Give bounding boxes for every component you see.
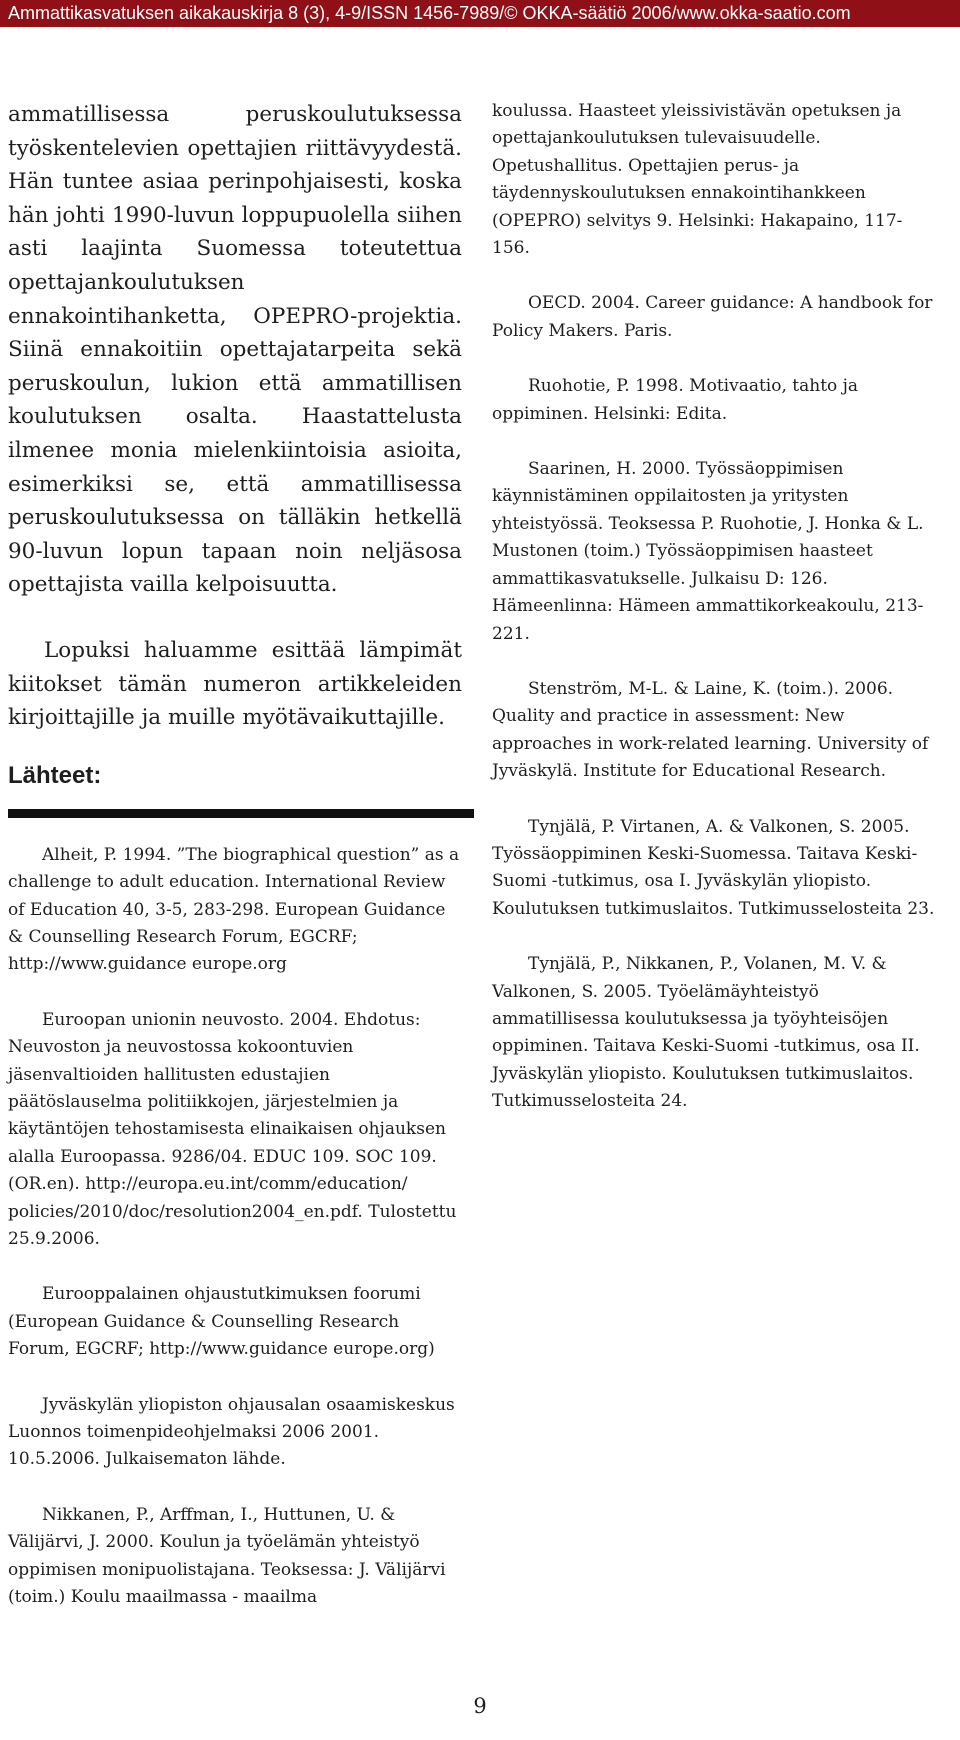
- body-paragraph-1: ammatillisessa peruskoulutuksessa työskentelevien opettajien riittävyydestä. Hän tuntee asiaa perinpohjaisesti, koska hän johti 1990-luvun loppupuolella siihen asti laajinta Suomessa toteutettua opettajankoulutuksen ennakointihanketta, OPEPRO-projektia. Siinä ennakoitiin opettajatarpeita sekä peruskoulun, lukion että ammatillisen koulutuksen osalta. Haastattelusta ilmenee monia mielenkiintoisia asioita, esimerkiksi se, että ammatillisessa peruskoulutuksessa on tälläkin hetkellä 90-luvun lopun tapaan noin neljäsosa opettajista vailla kelpoisuutta.: [8, 102, 462, 598]
- reference-item: Eurooppalainen ohjaustutkimuksen foorumi (European Guidance & Counselling Research Forum, EGCRF; http://www.guidance europe.org): [8, 1284, 435, 1360]
- reference-item: Saarinen, H. 2000. Työssäoppimisen käynnistäminen oppilaitosten ja yritysten yhteistyössä. Teoksessa P. Ruohotie, J. Honka & L. Mustonen (toim.) Työssäoppimisen haasteet ammattikasvatukselle. Julkaisu D: 126. Hämeenlinna: Hämeen ammattikorkeakoulu, 213-221.: [492, 459, 924, 644]
- reference-item: Jyväskylän yliopiston ohjausalan osaamiskeskus Luonnos toimenpideohjelmaksi 2006 2001. 10.5.2006. Julkaisematon lähde.: [8, 1394, 455, 1470]
- reference-item: Nikkanen, P., Arffman, I., Huttunen, U. & Välijärvi, J. 2000. Koulun ja työelämän yhteistyö oppimisen monipuolistajana. Teoksessa: J. Välijärvi (toim.) Koulu maailmassa - maailma: [8, 1504, 446, 1608]
- reference-item: Ruohotie, P. 1998. Motivaatio, tahto ja oppiminen. Helsinki: Edita.: [492, 376, 859, 424]
- references-heading: Lähteet:: [8, 761, 102, 789]
- heading-rule: [8, 809, 474, 818]
- journal-header: Ammattikasvatuksen aikakauskirja 8 (3), 4-9/ISSN 1456-7989/© OKKA-säätiö 2006/www.okka-saatio.com: [0, 0, 960, 27]
- reference-item: OECD. 2004. Career guidance: A handbook for Policy Makers. Paris.: [492, 293, 933, 341]
- right-column: [492, 98, 940, 1144]
- body-paragraph-2: Lopuksi haluamme esittää lämpimät kiitokset tämän numeron artikkeleiden kirjoittajille ja muille myötävaikuttajille.: [8, 637, 462, 731]
- reference-item: Euroopan unionin neuvosto. 2004. Ehdotus: Neuvoston ja neuvostossa kokoontuvien jäsenvaltioiden hallitusten edustajien päätöslauselma politiikkojen, järjestelmien ja käytäntöjen tehostamisesta elinaikaisen ohjauksen alalla Euroopassa. 9286/04. EDUC 109. SOC 109. (OR.en). http://europa.eu.int/comm/education/ policies/2010/doc/resolution2004_en.pdf. Tulostettu 25.9.2006.: [8, 1009, 457, 1249]
- reference-item: koulussa. Haasteet yleissivistävän opetuksen ja opettajankoulutuksen tulevaisuudelle. Opetushallitus. Opettajien perus- ja täydennyskoulutuksen ennakointihankkeen (OPEPRO) selvitys 9. Helsinki: Hakapaino, 117-156.: [492, 101, 903, 259]
- left-column: [8, 98, 462, 1639]
- reference-item: Tynjälä, P., Nikkanen, P., Volanen, M. V. & Valkonen, S. 2005. Työelämäyhteistyö ammatillisessa koulutuksessa ja työyhteisöjen oppiminen. Taitava Keski-Suomi -tutkimus, osa II. Jyväskylän yliopisto. Koulutuksen tutkimuslaitos. Tutkimusselosteita 24.: [492, 954, 920, 1112]
- references-list-left: [8, 842, 462, 1612]
- page-number: 9: [473, 1694, 487, 1718]
- reference-item: Stenström, M-L. & Laine, K. (toim.). 2006. Quality and practice in assessment: New approaches in work-related learning. University of Jyväskylä. Institute for Educational Research.: [492, 678, 929, 782]
- reference-item: Alheit, P. 1994. ”The biographical question” as a challenge to adult education. International Review of Education 40, 3-5, 283-298. European Guidance & Counselling Research Forum, EGCRF; http://www.guidance europe.org: [8, 844, 460, 975]
- reference-item: Tynjälä, P. Virtanen, A. & Valkonen, S. 2005. Työssäoppiminen Keski-Suomessa. Taitava Keski-Suomi -tutkimus, osa I. Jyväskylän yliopisto. Koulutuksen tutkimuslaitos. Tutkimusselosteita 23.: [492, 816, 935, 919]
